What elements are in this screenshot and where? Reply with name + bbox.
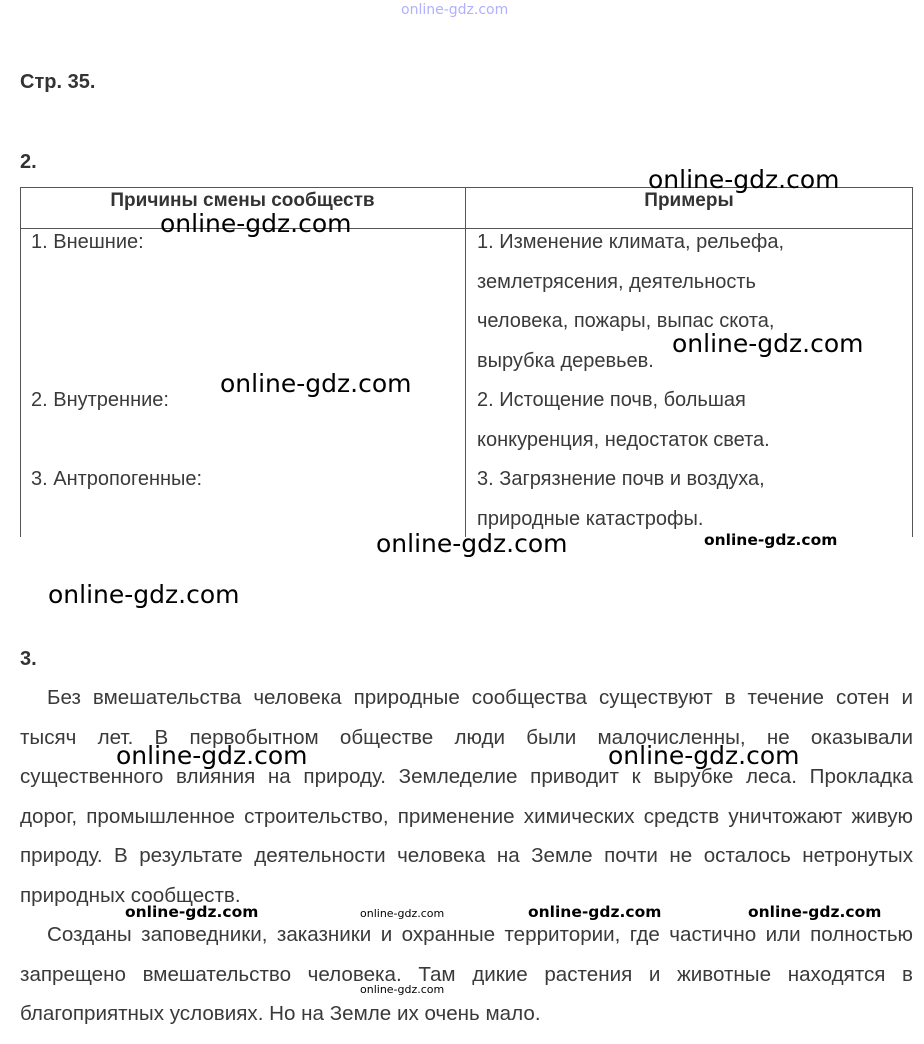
watermark: online-gdz.com	[704, 531, 838, 549]
watermark: online-gdz.com	[672, 329, 864, 358]
example-line: 2. Истощение почв, большая	[477, 389, 746, 411]
watermark: online-gdz.com	[360, 983, 445, 996]
example-line: 1. Изменение климата, рельефа,	[477, 231, 785, 253]
example-line: 3. Загрязнение почв и воздуха,	[477, 468, 765, 490]
watermark: online-gdz.com	[48, 580, 240, 609]
example-line: вырубка деревьев.	[477, 350, 654, 372]
page-label: Стр. 35.	[20, 71, 96, 93]
cause-external: 1. Внешние:	[31, 231, 144, 253]
example-line: человека, пожары, выпас скота,	[477, 310, 775, 332]
table-middle-border	[465, 187, 466, 537]
cause-anthropogenic: 3. Антропогенные:	[31, 468, 203, 490]
table-header-examples: Примеры	[644, 190, 734, 211]
watermark: online-gdz.com	[528, 903, 662, 921]
watermark: online-gdz.com	[748, 903, 882, 921]
task3-paragraph-2: Созданы заповедники, заказники и охранные территории, где частично или полностью запрещено вмешательство человека. Там дикие растения и животные находятся в благоприятных условиях. Но на Земле их очень мало.	[20, 923, 913, 1025]
watermark: online-gdz.com	[376, 529, 568, 558]
watermark: online-gdz.com	[160, 209, 352, 238]
table-left-border	[20, 187, 21, 537]
example-line: землетрясения, деятельность	[477, 271, 756, 293]
cause-internal: 2. Внутренние:	[31, 389, 169, 411]
task3-paragraph-1: Без вмешательства человека природные сообщества существуют в течение сотен и тысяч лет. В первобытном обществе люди были малочисленны, не оказывали существенного влияния на природу. Земледелие приводит к вырубке леса. Прокладка дорог, промышленное строительство, применение химических средств уничтожают живую природу. В результате деятельности человека на Земле почти не осталось нетронутых природных сообществ.	[20, 686, 913, 907]
task2-number: 2.	[20, 151, 37, 173]
table-header-causes: Причины смены сообществ	[110, 190, 375, 211]
watermark: online-gdz.com	[608, 741, 800, 770]
watermark: online-gdz.com	[648, 165, 840, 194]
watermark: online-gdz.com	[360, 907, 445, 920]
watermark: online-gdz.com	[220, 369, 412, 398]
watermark-top: online-gdz.com	[401, 2, 509, 18]
watermark: online-gdz.com	[116, 741, 308, 770]
task3-number: 3.	[20, 648, 37, 670]
example-line: конкуренция, недостаток света.	[477, 429, 770, 451]
watermark: online-gdz.com	[125, 903, 259, 921]
example-line: природные катастрофы.	[477, 508, 704, 530]
table-right-border	[912, 187, 913, 537]
